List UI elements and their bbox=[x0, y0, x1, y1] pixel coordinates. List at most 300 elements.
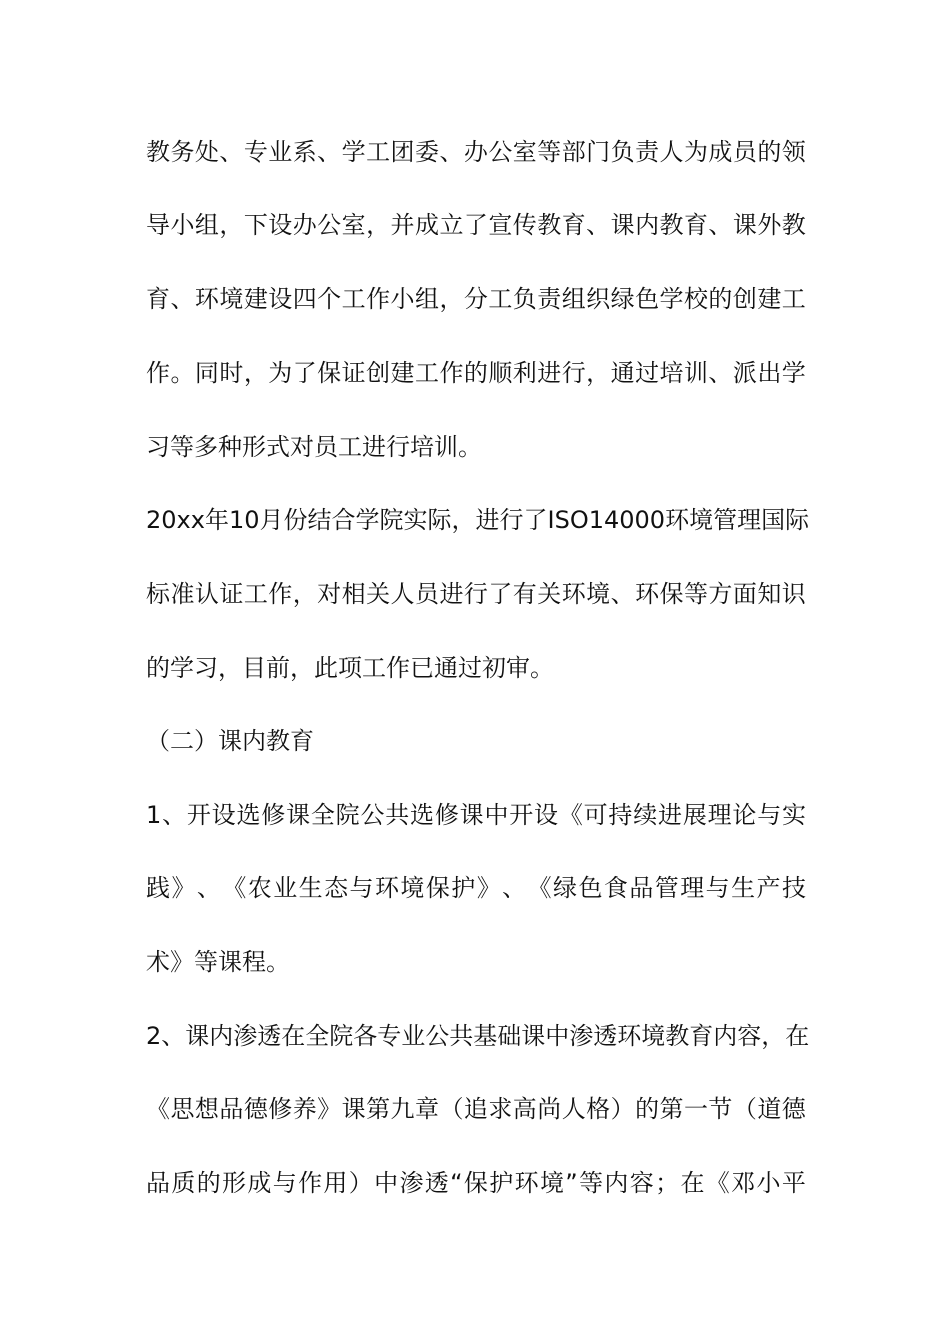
glyph: 务 bbox=[170, 138, 195, 166]
glyph: 教 bbox=[781, 211, 806, 239]
glyph: 、 bbox=[708, 211, 733, 239]
glyph: 处 bbox=[194, 138, 219, 166]
glyph: 设 bbox=[534, 801, 559, 829]
glyph: 团 bbox=[390, 138, 415, 166]
glyph: 、 bbox=[162, 801, 187, 829]
glyph: 小 bbox=[170, 211, 195, 239]
glyph: 道 bbox=[757, 1095, 782, 1123]
glyph: 工 bbox=[243, 580, 268, 608]
glyph: 透 bbox=[257, 1022, 282, 1050]
glyph: 透 bbox=[424, 1169, 449, 1197]
glyph: 作 bbox=[439, 359, 464, 387]
glyph: 持 bbox=[608, 801, 633, 829]
glyph: 全 bbox=[310, 801, 335, 829]
glyph: 方 bbox=[708, 580, 733, 608]
glyph: 同 bbox=[194, 359, 219, 387]
glyph: 内 bbox=[604, 1169, 629, 1197]
glyph: 利 bbox=[512, 359, 537, 387]
glyph: 课 bbox=[521, 1022, 546, 1050]
glyph: 组 bbox=[414, 285, 439, 313]
glyph: 课 bbox=[610, 211, 635, 239]
section-heading: （二）课内教育 bbox=[146, 727, 314, 755]
glyph: 内 bbox=[635, 211, 660, 239]
glyph: 求 bbox=[488, 1095, 513, 1123]
glyph: 责 bbox=[537, 285, 562, 313]
glyph: 、 bbox=[161, 1022, 186, 1050]
text-line bbox=[146, 1093, 806, 1125]
glyph: 色 bbox=[578, 874, 603, 902]
glyph: 传 bbox=[512, 211, 537, 239]
glyph: 院 bbox=[379, 506, 404, 534]
glyph: 环 bbox=[374, 874, 399, 902]
glyph: 国 bbox=[761, 506, 786, 534]
glyph: 四 bbox=[292, 285, 317, 313]
glyph: 院 bbox=[329, 1022, 354, 1050]
glyph: 境 bbox=[689, 506, 714, 534]
glyph: 行 bbox=[561, 359, 586, 387]
glyph: 的 bbox=[196, 1169, 221, 1197]
glyph: 创 bbox=[366, 359, 391, 387]
glyph: 开 bbox=[186, 801, 211, 829]
glyph: 过 bbox=[635, 359, 660, 387]
glyph: 建 bbox=[390, 359, 415, 387]
glyph: 20xx bbox=[146, 506, 205, 534]
glyph: 课 bbox=[732, 211, 757, 239]
glyph: 公 bbox=[488, 138, 513, 166]
glyph: 环 bbox=[194, 285, 219, 313]
glyph: 开 bbox=[509, 801, 534, 829]
glyph: 与 bbox=[757, 801, 782, 829]
glyph: 了 bbox=[523, 506, 548, 534]
glyph: 保 bbox=[659, 580, 684, 608]
glyph: 育 bbox=[689, 1022, 714, 1050]
glyph: 作 bbox=[268, 580, 293, 608]
glyph: 合 bbox=[331, 506, 356, 534]
glyph: 理 bbox=[680, 874, 705, 902]
glyph: 为 bbox=[683, 138, 708, 166]
glyph: ） bbox=[348, 1169, 373, 1197]
glyph: 一 bbox=[683, 1095, 708, 1123]
glyph: 10 bbox=[228, 506, 260, 534]
glyph: ， bbox=[451, 506, 476, 534]
glyph: 章 bbox=[414, 1095, 439, 1123]
glyph: 人 bbox=[390, 580, 415, 608]
glyph: 《 bbox=[558, 801, 583, 829]
glyph: 德 bbox=[781, 1095, 806, 1123]
glyph: 面 bbox=[732, 580, 757, 608]
glyph: 办 bbox=[463, 138, 488, 166]
glyph: 品 bbox=[146, 1169, 170, 1197]
glyph: 理 bbox=[707, 801, 732, 829]
glyph: 环 bbox=[561, 580, 586, 608]
glyph: 学 bbox=[781, 359, 806, 387]
glyph: 进 bbox=[439, 580, 464, 608]
glyph: 的 bbox=[635, 1095, 660, 1123]
glyph: 设 bbox=[268, 211, 293, 239]
glyph: 德 bbox=[243, 1095, 268, 1123]
glyph: 产 bbox=[756, 874, 781, 902]
glyph: ， bbox=[586, 359, 611, 387]
glyph: 导 bbox=[146, 211, 170, 239]
glyph: 环 bbox=[514, 1169, 539, 1197]
glyph: 技 bbox=[781, 874, 806, 902]
glyph: 境 bbox=[539, 1169, 564, 1197]
glyph: 形 bbox=[222, 1169, 247, 1197]
glyph: 公 bbox=[317, 211, 342, 239]
glyph: 选 bbox=[236, 801, 261, 829]
glyph: 责 bbox=[635, 138, 660, 166]
glyph: 通 bbox=[610, 359, 635, 387]
glyph: 与 bbox=[349, 874, 374, 902]
glyph: 业 bbox=[268, 138, 293, 166]
glyph: 际 bbox=[785, 506, 810, 534]
glyph: 环 bbox=[617, 1022, 642, 1050]
glyph: 工 bbox=[414, 359, 439, 387]
glyph: 环 bbox=[665, 506, 690, 534]
glyph: 全 bbox=[305, 1022, 330, 1050]
glyph: 员 bbox=[732, 138, 757, 166]
glyph: 份 bbox=[283, 506, 308, 534]
glyph: 负 bbox=[610, 138, 635, 166]
text-line bbox=[146, 136, 806, 168]
glyph: 第 bbox=[659, 1095, 684, 1123]
glyph: 态 bbox=[324, 874, 349, 902]
glyph: 办 bbox=[292, 211, 317, 239]
glyph: 教 bbox=[659, 211, 684, 239]
glyph: 个 bbox=[317, 285, 342, 313]
text-line bbox=[146, 1020, 810, 1052]
glyph: 的 bbox=[708, 285, 733, 313]
text-line: 习等多种形式对员工进行培训。 bbox=[146, 433, 482, 461]
glyph: 等 bbox=[579, 1169, 604, 1197]
glyph: 识 bbox=[781, 580, 806, 608]
glyph: 人 bbox=[659, 138, 684, 166]
glyph: 建 bbox=[757, 285, 782, 313]
glyph: 行 bbox=[499, 506, 524, 534]
glyph: 室 bbox=[341, 211, 366, 239]
glyph: 绿 bbox=[610, 285, 635, 313]
glyph: 了 bbox=[463, 211, 488, 239]
glyph: 质 bbox=[171, 1169, 196, 1197]
glyph: 知 bbox=[757, 580, 782, 608]
glyph: 际 bbox=[427, 506, 452, 534]
glyph: 节 bbox=[708, 1095, 733, 1123]
glyph: 负 bbox=[512, 285, 537, 313]
glyph: ， bbox=[292, 580, 317, 608]
glyph: 容 bbox=[629, 1169, 654, 1197]
glyph: ， bbox=[243, 359, 268, 387]
glyph: 渗 bbox=[399, 1169, 424, 1197]
glyph: 出 bbox=[757, 359, 782, 387]
glyph: 宣 bbox=[488, 211, 513, 239]
glyph: ” bbox=[565, 1169, 578, 1197]
text-line bbox=[146, 283, 806, 315]
glyph: 中 bbox=[545, 1022, 570, 1050]
glyph: 的 bbox=[463, 359, 488, 387]
glyph: 认 bbox=[194, 580, 219, 608]
glyph: 证 bbox=[341, 359, 366, 387]
glyph: 成 bbox=[247, 1169, 272, 1197]
glyph: 。 bbox=[170, 359, 195, 387]
glyph: 可 bbox=[583, 801, 608, 829]
glyph: 有 bbox=[512, 580, 537, 608]
glyph: 基 bbox=[473, 1022, 498, 1050]
glyph: 、 bbox=[219, 138, 244, 166]
glyph: 、 bbox=[502, 874, 527, 902]
glyph: 培 bbox=[659, 359, 684, 387]
glyph: 课 bbox=[286, 801, 311, 829]
glyph: 1 bbox=[146, 801, 162, 829]
glyph: 《 bbox=[705, 1169, 730, 1197]
glyph: 院 bbox=[335, 801, 360, 829]
glyph: 作 bbox=[146, 359, 170, 387]
glyph: 高 bbox=[512, 1095, 537, 1123]
glyph: 境 bbox=[400, 874, 425, 902]
glyph: 关 bbox=[366, 580, 391, 608]
glyph: 业 bbox=[273, 874, 298, 902]
glyph: 保 bbox=[317, 359, 342, 387]
glyph: 了 bbox=[488, 580, 513, 608]
text-line bbox=[146, 209, 806, 241]
glyph: 公 bbox=[360, 801, 385, 829]
glyph: 证 bbox=[219, 580, 244, 608]
glyph: 公 bbox=[425, 1022, 450, 1050]
glyph: ISO14000 bbox=[547, 506, 666, 534]
glyph: 专 bbox=[377, 1022, 402, 1050]
glyph: 进 bbox=[475, 506, 500, 534]
glyph: 设 bbox=[211, 801, 236, 829]
glyph: 成 bbox=[414, 211, 439, 239]
glyph: 修 bbox=[268, 1095, 293, 1123]
text-line bbox=[146, 799, 806, 831]
glyph: 境 bbox=[641, 1022, 666, 1050]
glyph: ； bbox=[655, 1169, 680, 1197]
glyph: 修 bbox=[261, 801, 286, 829]
glyph: 》 bbox=[171, 874, 196, 902]
glyph: 实 bbox=[403, 506, 428, 534]
glyph: 学 bbox=[341, 138, 366, 166]
glyph: 标 bbox=[146, 580, 170, 608]
glyph: 渗 bbox=[569, 1022, 594, 1050]
glyph: 护 bbox=[451, 874, 476, 902]
glyph: 论 bbox=[732, 801, 757, 829]
glyph: 织 bbox=[586, 285, 611, 313]
glyph: 准 bbox=[170, 580, 195, 608]
glyph: 境 bbox=[219, 285, 244, 313]
glyph: 立 bbox=[439, 211, 464, 239]
glyph: 管 bbox=[713, 506, 738, 534]
glyph: 建 bbox=[243, 285, 268, 313]
glyph: 第 bbox=[366, 1095, 391, 1123]
glyph: 选 bbox=[410, 801, 435, 829]
text-line: 术》等课程。 bbox=[146, 948, 290, 976]
glyph: 理 bbox=[737, 506, 762, 534]
glyph: 组 bbox=[561, 285, 586, 313]
glyph: 校 bbox=[683, 285, 708, 313]
glyph: ， bbox=[219, 211, 244, 239]
glyph: 工 bbox=[488, 285, 513, 313]
glyph: 的 bbox=[757, 138, 782, 166]
glyph: 系 bbox=[292, 138, 317, 166]
glyph: 下 bbox=[243, 211, 268, 239]
glyph: 关 bbox=[537, 580, 562, 608]
glyph: 《 bbox=[527, 874, 552, 902]
glyph: 部 bbox=[561, 138, 586, 166]
glyph: 创 bbox=[732, 285, 757, 313]
glyph: 课 bbox=[459, 801, 484, 829]
glyph: 课 bbox=[341, 1095, 366, 1123]
text-line bbox=[146, 357, 806, 389]
text-line bbox=[146, 578, 806, 610]
glyph: 组 bbox=[194, 211, 219, 239]
glyph: 平 bbox=[781, 1169, 806, 1197]
glyph: 色 bbox=[635, 285, 660, 313]
glyph: 思 bbox=[170, 1095, 195, 1123]
glyph: 学 bbox=[355, 506, 380, 534]
glyph: 设 bbox=[268, 285, 293, 313]
glyph: 进 bbox=[537, 359, 562, 387]
glyph: 生 bbox=[731, 874, 756, 902]
text-line bbox=[146, 504, 810, 536]
glyph: 等 bbox=[683, 580, 708, 608]
glyph: 》 bbox=[476, 874, 501, 902]
glyph: 、 bbox=[586, 211, 611, 239]
glyph: 月 bbox=[259, 506, 284, 534]
glyph: 品 bbox=[629, 874, 654, 902]
glyph: 透 bbox=[593, 1022, 618, 1050]
glyph: 实 bbox=[782, 801, 806, 829]
glyph: 育 bbox=[561, 211, 586, 239]
glyph: 《 bbox=[222, 874, 247, 902]
glyph: 时 bbox=[219, 359, 244, 387]
glyph: 员 bbox=[414, 580, 439, 608]
glyph: 人 bbox=[561, 1095, 586, 1123]
glyph: 展 bbox=[682, 801, 707, 829]
glyph: 各 bbox=[353, 1022, 378, 1050]
glyph: 工 bbox=[341, 285, 366, 313]
glyph: 管 bbox=[654, 874, 679, 902]
glyph: 派 bbox=[732, 359, 757, 387]
glyph: 结 bbox=[307, 506, 332, 534]
glyph: 相 bbox=[341, 580, 366, 608]
glyph: 邓 bbox=[731, 1169, 756, 1197]
glyph: 、 bbox=[610, 580, 635, 608]
glyph: 小 bbox=[756, 1169, 781, 1197]
glyph: 追 bbox=[463, 1095, 488, 1123]
glyph: 教 bbox=[146, 138, 170, 166]
glyph: 2 bbox=[146, 1022, 162, 1050]
glyph: 尚 bbox=[537, 1095, 562, 1123]
glyph: 内 bbox=[209, 1022, 234, 1050]
glyph: 环 bbox=[635, 580, 660, 608]
glyph: 、 bbox=[708, 359, 733, 387]
glyph: 、 bbox=[170, 285, 195, 313]
glyph: 、 bbox=[196, 874, 221, 902]
glyph: 内 bbox=[713, 1022, 738, 1050]
glyph: 在 bbox=[680, 1169, 705, 1197]
glyph: 外 bbox=[757, 211, 782, 239]
glyph: 绿 bbox=[553, 874, 577, 902]
glyph: 领 bbox=[781, 138, 806, 166]
glyph: 食 bbox=[603, 874, 628, 902]
glyph: 室 bbox=[512, 138, 537, 166]
glyph: ， bbox=[439, 285, 464, 313]
glyph: 容 bbox=[737, 1022, 762, 1050]
glyph: 品 bbox=[219, 1095, 244, 1123]
glyph: 中 bbox=[484, 801, 509, 829]
glyph: 与 bbox=[272, 1169, 297, 1197]
glyph: （ bbox=[439, 1095, 464, 1123]
glyph: 格 bbox=[586, 1095, 611, 1123]
glyph: 教 bbox=[537, 211, 562, 239]
glyph: 对 bbox=[317, 580, 342, 608]
glyph: 并 bbox=[390, 211, 415, 239]
glyph: （ bbox=[732, 1095, 757, 1123]
glyph: 保 bbox=[463, 1169, 488, 1197]
glyph: 》 bbox=[317, 1095, 342, 1123]
text-line: 的学习，目前，此项工作已通过初审。 bbox=[146, 654, 554, 682]
glyph: 进 bbox=[658, 801, 683, 829]
glyph: 保 bbox=[425, 874, 450, 902]
glyph: 中 bbox=[374, 1169, 399, 1197]
glyph: 等 bbox=[537, 138, 562, 166]
glyph: 年 bbox=[204, 506, 229, 534]
glyph: 共 bbox=[449, 1022, 474, 1050]
glyph: 顺 bbox=[488, 359, 513, 387]
glyph: 分 bbox=[463, 285, 488, 313]
glyph: 在 bbox=[281, 1022, 306, 1050]
glyph: 修 bbox=[434, 801, 459, 829]
glyph: 业 bbox=[401, 1022, 426, 1050]
glyph: 委 bbox=[414, 138, 439, 166]
text-line bbox=[146, 872, 806, 904]
glyph: 生 bbox=[298, 874, 323, 902]
glyph: ， bbox=[761, 1022, 786, 1050]
glyph: 础 bbox=[497, 1022, 522, 1050]
glyph: 工 bbox=[366, 138, 391, 166]
glyph: 农 bbox=[247, 874, 272, 902]
glyph: 践 bbox=[146, 874, 170, 902]
glyph: 门 bbox=[586, 138, 611, 166]
glyph: 养 bbox=[292, 1095, 317, 1123]
glyph: 成 bbox=[708, 138, 733, 166]
glyph: 续 bbox=[633, 801, 658, 829]
glyph: 在 bbox=[785, 1022, 810, 1050]
glyph: 、 bbox=[439, 138, 464, 166]
glyph: 工 bbox=[781, 285, 806, 313]
glyph: 境 bbox=[586, 580, 611, 608]
glyph: 《 bbox=[146, 1095, 170, 1123]
glyph: 共 bbox=[385, 801, 410, 829]
glyph: 行 bbox=[463, 580, 488, 608]
glyph: 、 bbox=[317, 138, 342, 166]
glyph: 育 bbox=[146, 285, 170, 313]
glyph: 想 bbox=[194, 1095, 219, 1123]
glyph: 用 bbox=[323, 1169, 348, 1197]
glyph: 为 bbox=[268, 359, 293, 387]
glyph: 与 bbox=[705, 874, 730, 902]
text-line bbox=[146, 1167, 806, 1199]
glyph: 作 bbox=[298, 1169, 323, 1197]
glyph: 育 bbox=[683, 211, 708, 239]
glyph: 训 bbox=[683, 359, 708, 387]
glyph: 学 bbox=[659, 285, 684, 313]
glyph: 了 bbox=[292, 359, 317, 387]
glyph: 小 bbox=[390, 285, 415, 313]
glyph: 专 bbox=[243, 138, 268, 166]
glyph: 护 bbox=[489, 1169, 514, 1197]
glyph: ） bbox=[610, 1095, 635, 1123]
